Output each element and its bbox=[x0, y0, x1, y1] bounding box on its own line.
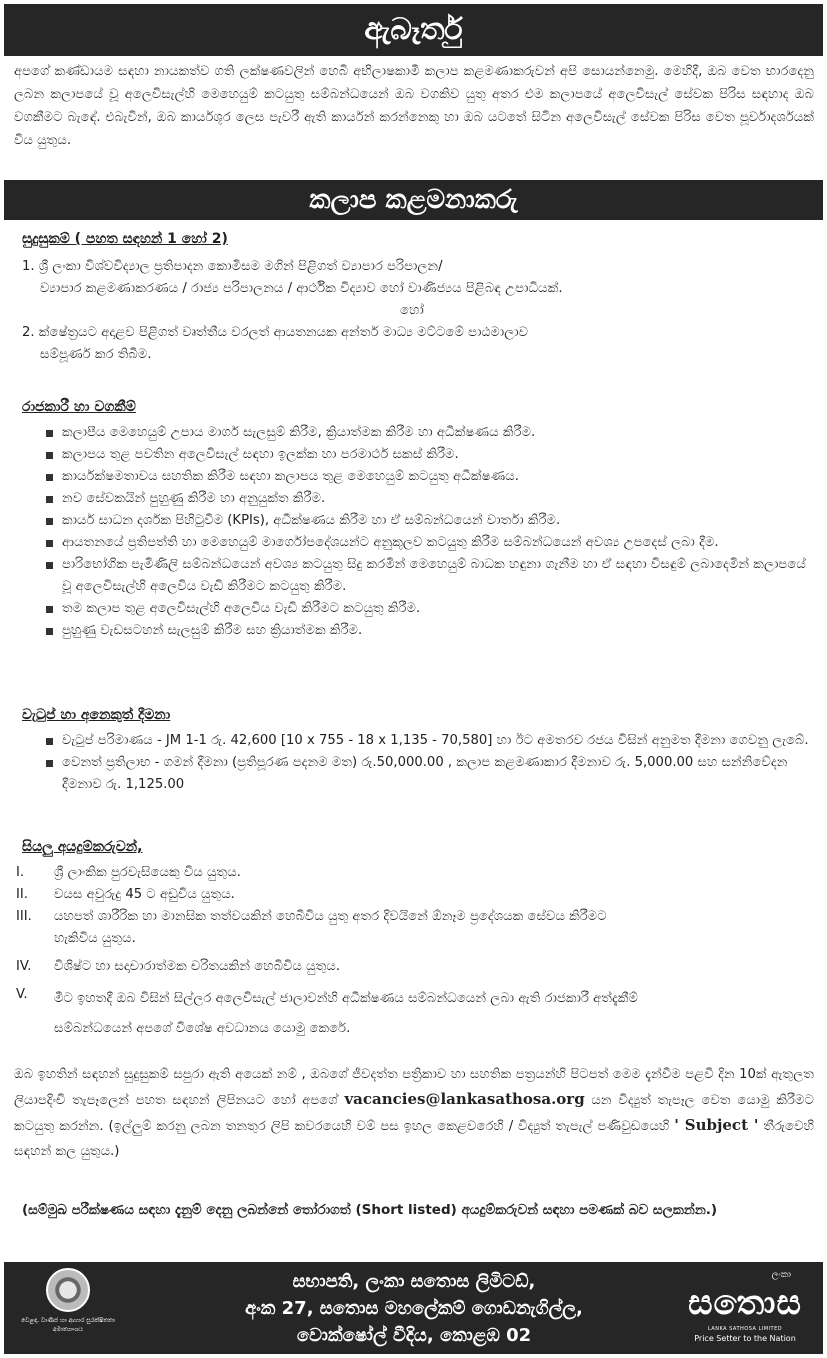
qualification-2-line-2: සම්පූර්ණ කර තිබීම. bbox=[40, 347, 152, 362]
list-item: කාර්යක්ෂමතාවය සහතික කිරීම සඳහා කලාපය තුළ මෙහෙයුම් කටයුතු අධීක්ෂණය. bbox=[22, 466, 812, 488]
list-item: ආයතනයේ ප්‍රතිපත්ති හා මෙහෙයුම් මාර්ගෝපදේශයන්ට අනුකූලව කටයුතු කිරීම සම්බන්ධයෙන් අවශ්‍ය උපදෙස් ලබා දීම. bbox=[22, 532, 812, 554]
list-item: කලාපය තුළ පවතින අලෙවිසැල් සඳහා ඉලක්ක හා පරමාර්ථ සකස් කිරීම. bbox=[22, 444, 812, 466]
list-item-text: මීට ඉහතදී ඔබ විසින් සිල්ලර අලෙවිසැල් ජාලාවන්හි අධීක්ෂණය සම්බන්ධයෙන් ලබා ඇති රාජකාරී අත්දැකීම් සම්බන්ධයෙන් අපගේ විශේෂ අවධානය යොමු කෙරේ. bbox=[54, 991, 638, 1036]
list-item-number: I. bbox=[16, 865, 25, 880]
list-item: පාරිභෝගික පැමිණිලි සම්බන්ධයෙන් අවශ්‍ය කටයුතු සිදු කරමින් මෙහෙයුම් බාධක හඳුනා ගැනීම හා ඒ සඳහා විසඳුම් ලබාදෙමින් කලාපයේ වූ අලෙවිසැල්හි අලෙවිය වැඩි කිරීමට කටයුතු කිරීම. bbox=[22, 554, 812, 598]
application-instructions bbox=[14, 1062, 814, 1164]
qualification-2-line-1: 2. ක්ෂේත්‍රයට අදාළව පිළිගත් වෘත්තීය වරලත් ආයතනයක අන්තර් මාධ්‍ය මට්ටමේ පාඨමාලාව bbox=[22, 325, 529, 340]
qualifications-heading: සුදුසුකම් ( පහත සඳහන් 1 හෝ 2) bbox=[22, 231, 228, 247]
salary-list bbox=[22, 730, 812, 796]
government-emblem-icon bbox=[18, 1268, 118, 1350]
shortlist-note: (සම්මුඛ පරීක්ෂණය සඳහා දැනුම් දෙනු ලබන්නේ තෝරාගත් (Short listed) අයදුම්කරුවන් සඳහා පමණක් බව සලකන්න.) bbox=[22, 1202, 718, 1218]
ministry-name: වෙළඳ, වාණිජ හා ආහාර සුරක්ෂිතතා අමාත්‍යාංශය bbox=[21, 1317, 115, 1333]
intro-paragraph: අපගේ කණ්ඩායම සඳහා නායකත්ව ගති ලක්ෂණවලින් හෙබි අභිලාෂකාමී කලාප කළමණාකරුවන් අපි සොයන්නෙමු. මෙහිදී, ඔබ වෙත භාරදෙනු ලබන කලාපයේ වූ අලෙවිසැල්හි මෙහෙයුම් කටයුතු සම්බන්ධයෙන් ඔබ වගකිව යුතු අතර එම කලාපයේ අලෙවිසැල් සේවක පිරිස සඳහාද ඔබ වගකීමට බැඳේ. එබැවින්, ඔබ කාර්යශූර ලෙස පැවරී ඇති කාර්යන් කරන්නෙකු හා ඔබ යටතේ සිටින අලෙවිසැල් සේවක පිරිස වෙත පූර්වාදර්ශයක් විය යුතුය. bbox=[14, 64, 814, 148]
list-item-text: ශ්‍රී ලාංකික පුරවැසියෙකු විය යුතුය. bbox=[54, 865, 241, 880]
apply-text-middle: යන විද්‍යුත් තැපෑල වෙත යොමු කිරීමට කටයුතු කරන්න. (ඉල්ලුම් කරනු ලබන තනතුර ලිපි කවරයෙහි වම් පස ඉහල කෙළවරෙහි / විද්‍යුත් තැපැල් පණිවුඩයෙහි bbox=[14, 1093, 814, 1134]
address-line-2: අංක 27, සතොස මහලේකම් ගොඩනැගිල්ල, bbox=[245, 1298, 583, 1319]
duties-heading: රාජකාරී හා වගකීම් bbox=[22, 399, 136, 415]
duties-list bbox=[22, 422, 812, 642]
list-item: වෙනත් ප්‍රතිලාභ - ගමන් දීමනා (ප්‍රතිපූරණ පදනම මත) රු.50,000.00 , කලාප කළමණාකාර දීමනාව රු. 5,000.00 සහ සන්නිවේදන දීමනාව රු. 1,125.00 bbox=[22, 752, 812, 796]
apply-text-before: ඔබ ඉහතින් සඳහන් සුදුසුකම් සපුරා ඇති අයෙක් නම් , ඔබගේ ජීවදත්ත පත්‍රිකාව හා සහතික පත්‍රයන්හි පිටපත් මෙම දැන්වීම පළවී දින 10ක් ඇතුලත ලියාපදිංචි තැපෑලෙන් පහත සඳහන් ලිපිනයට හෝ අපගේ bbox=[14, 1067, 814, 1108]
position-title: කලාප කළමනාකරු bbox=[309, 185, 518, 215]
list-item bbox=[16, 984, 812, 1044]
list-item-number: III. bbox=[16, 909, 32, 924]
salary-heading: වැටුප් හා අනෙකුත් දීමනා bbox=[22, 707, 171, 723]
list-item: කලාපීය මෙහෙයුම් උපාය මාර්ග සැලසුම් කිරීම, ක්‍රියාත්මක කිරීම හා අධීක්ෂණය කිරීම. bbox=[22, 422, 812, 444]
list-item: නව සේවකයින් පුහුණු කිරීම හා අනුයුක්ත කිරීම. bbox=[22, 488, 812, 510]
footer-banner bbox=[4, 1262, 823, 1354]
position-banner bbox=[4, 180, 823, 220]
list-item: පුහුණු වැඩසටහන් සැලසුම් කිරීම සහ ක්‍රියාත්මක කිරීම. bbox=[22, 620, 812, 642]
list-item-text: වයස අවුරුදු 45 ට අඩුවිය යුතුය. bbox=[54, 887, 235, 902]
logo-tagline: Price Setter to the Nation bbox=[694, 1334, 796, 1343]
sathosa-logo-icon bbox=[679, 1270, 811, 1350]
apply-text-after: තීරුවෙහි සඳහන් කල යුතුය.) bbox=[14, 1119, 814, 1159]
list-item: කාර්ය සාධන දර්ශක පිහිටුවීම (KPIs), අධීක්ෂණය කිරීම හා ඒ සම්බන්ධයෙන් වාර්තා කිරීම. bbox=[22, 510, 812, 532]
list-item: වැටුප් පරිමාණය - JM 1-1 රු. 42,600 [10 x 755 - 18 x 1,135 - 70,580] හා ඊට අමතරව රජය විසින් අනුමත දීමනා ගෙවනු ලැබේ. bbox=[22, 730, 812, 752]
qualification-1-line-2: ව්‍යාපාර කළමණාකරණය / රාජ්‍ය පරිපාලනය / ආර්ථික විද්‍යාව හෝ වාණිජ්‍යය පිළිබඳ උපාධියක්. bbox=[40, 281, 563, 296]
address-block bbox=[154, 1268, 674, 1349]
eligibility-heading: සියලු අයදුම්කරුවන්, bbox=[22, 839, 143, 855]
logo-text: සතොස bbox=[688, 1283, 802, 1323]
list-item-number: V. bbox=[16, 987, 28, 1002]
emblem-seal bbox=[46, 1268, 90, 1312]
subject-label: ' Subject ' bbox=[674, 1116, 759, 1134]
list-item-text: යහපත් ශාරීරික හා මානසික තත්වයකින් හෙබිවිය යුතු අතර දිවයිනේ ඕනෑම ප්‍රදේශයක සේවය කිරීමට හැකිවිය යුතුය. bbox=[54, 909, 607, 946]
list-item bbox=[16, 956, 812, 978]
or-separator: හෝ bbox=[400, 303, 424, 318]
eligibility-section bbox=[16, 836, 812, 1044]
list-item bbox=[16, 862, 812, 884]
list-item-number: II. bbox=[16, 887, 28, 902]
list-item-text: විශිෂ්ට හා සදාචාරාත්මක චරිතයකින් හෙබිවිය යුතුය. bbox=[54, 959, 341, 974]
logo-small-text: ලංකා bbox=[771, 1270, 791, 1280]
list-item bbox=[16, 884, 812, 906]
email-link[interactable]: vacancies@lankasathosa.org bbox=[344, 1090, 585, 1108]
address-line-3: වොක්ෂෝල් වීදිය, කොළඹ 02 bbox=[296, 1325, 532, 1346]
qualification-1-line-1: 1. ශ්‍රී ලංකා විශ්වවිද්‍යාල ප්‍රතිපාදන කොමිසම මගින් පිළිගත් ව්‍යාපාර පරිපාලන/ bbox=[22, 259, 443, 274]
list-item-number: IV. bbox=[16, 959, 32, 974]
address-line-1: සභාපති, ලංකා සතොස ලිමිටඩ්, bbox=[292, 1271, 536, 1292]
list-item: තම කලාප තුළ අලෙවිසැල්හි අලෙවිය වැඩි කිරීමට කටයුතු කිරීම. bbox=[22, 598, 812, 620]
list-item bbox=[16, 906, 812, 950]
duties-section bbox=[22, 396, 812, 642]
salary-section bbox=[22, 704, 812, 796]
qualifications-section bbox=[22, 228, 812, 366]
vacancies-banner bbox=[4, 4, 823, 56]
logo-strip: LANKA SATHOSA LIMITED bbox=[707, 1326, 783, 1332]
vacancies-title: ඇබෑර්තු bbox=[364, 12, 463, 47]
